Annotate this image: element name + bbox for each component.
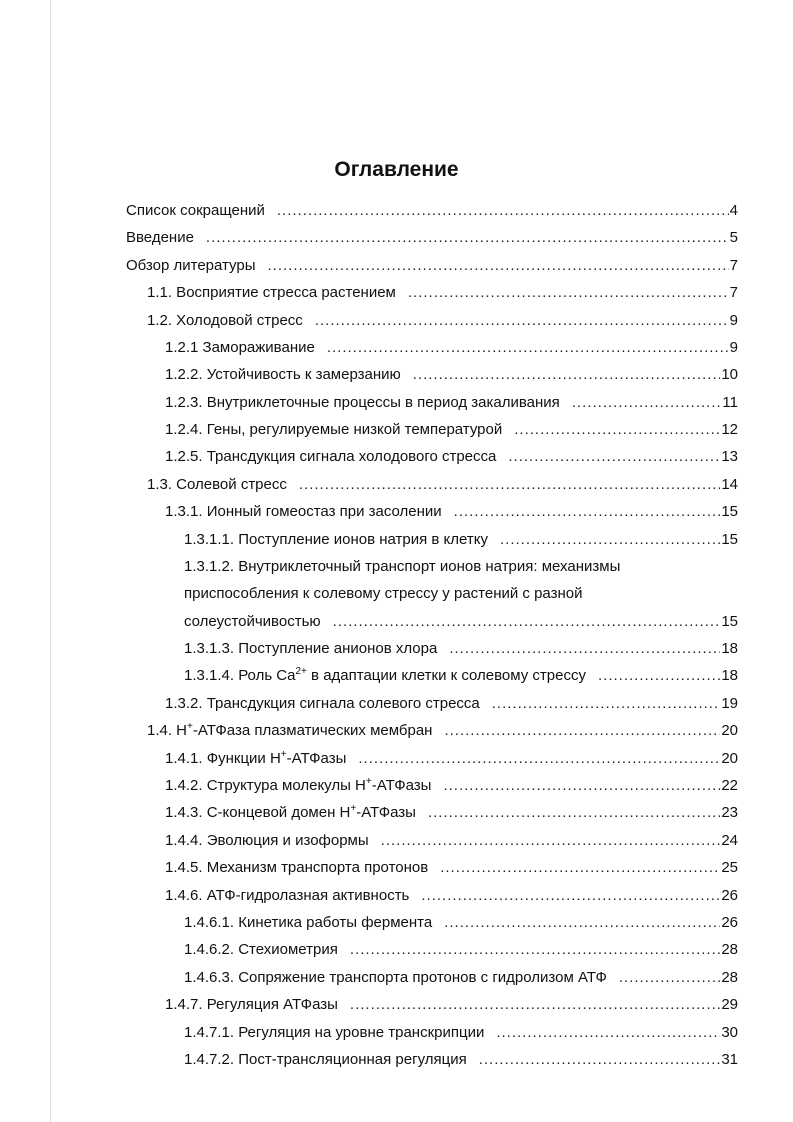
toc-entry-title: Обзор литературы bbox=[126, 257, 256, 274]
toc-page-number: 11 bbox=[722, 394, 738, 411]
toc-page-number: 20 bbox=[721, 722, 738, 739]
toc-entry-title: 1.4.6.2. Стехиометрия bbox=[184, 941, 338, 958]
toc-page-number: 12 bbox=[721, 421, 738, 438]
toc-page-number: 18 bbox=[721, 640, 738, 657]
toc-entry[interactable] bbox=[165, 693, 738, 715]
toc-page-number: 24 bbox=[721, 832, 738, 849]
toc-page-number: 18 bbox=[721, 667, 738, 684]
toc-entry[interactable] bbox=[147, 474, 738, 496]
toc-page-number: 26 bbox=[721, 887, 738, 904]
toc-page-number: 9 bbox=[729, 312, 738, 329]
toc-entry-title: солеустойчивостью bbox=[184, 613, 321, 630]
toc-page-number: 20 bbox=[721, 750, 738, 767]
toc-entry[interactable] bbox=[184, 611, 738, 633]
leader-dots bbox=[443, 775, 720, 797]
leader-dots bbox=[508, 446, 720, 468]
toc-entry-title: 1.3.2. Трансдукция сигнала солевого стресса bbox=[165, 695, 480, 712]
toc-page-number: 19 bbox=[721, 695, 738, 712]
toc-entry-title: 1.4.6.1. Кинетика работы фермента bbox=[184, 914, 433, 931]
page-title: Оглавление bbox=[334, 158, 459, 181]
toc-entry[interactable] bbox=[147, 720, 738, 742]
toc-entry-title: 1.4.7.1. Регуляция на уровне транскрипции bbox=[184, 1024, 485, 1041]
toc-entry-title: 1.2.5. Трансдукция сигнала холодового стресса bbox=[165, 448, 497, 465]
toc-entry-title: 1.3. Солевой стресс bbox=[147, 476, 287, 493]
toc-entry[interactable] bbox=[165, 830, 738, 852]
toc-page-number: 31 bbox=[721, 1051, 738, 1068]
toc-page-number: 25 bbox=[721, 859, 738, 876]
toc-page-number: 29 bbox=[721, 996, 738, 1013]
toc-entry-title: 1.4.3. С-концевой домен H+-АТФазы bbox=[165, 803, 416, 821]
leader-dots bbox=[428, 802, 720, 824]
leader-dots bbox=[440, 857, 720, 879]
toc-entry[interactable] bbox=[184, 638, 738, 660]
leader-dots bbox=[421, 885, 720, 907]
toc-entry[interactable] bbox=[165, 337, 738, 359]
leader-dots bbox=[444, 720, 720, 742]
toc-entry-title: 1.2.4. Гены, регулируемые низкой температурой bbox=[165, 421, 503, 438]
leader-dots bbox=[206, 227, 729, 249]
toc-entry-title: 1.3.1.3. Поступление анионов хлора bbox=[184, 640, 438, 657]
toc-entry-title: 1.4.6.3. Сопряжение транспорта протонов с гидролизом АТФ bbox=[184, 969, 607, 986]
toc-entry[interactable] bbox=[165, 885, 738, 907]
leader-dots bbox=[333, 611, 721, 633]
toc-entry-title: приспособления к солевому стрессу у растений с разной bbox=[184, 585, 583, 602]
toc-entry[interactable] bbox=[165, 857, 738, 879]
toc-page-number: 15 bbox=[721, 503, 738, 520]
leader-dots bbox=[327, 337, 729, 359]
toc-entry-title: 1.4.6. АТФ-гидролазная активность bbox=[165, 887, 410, 904]
toc-entry-title: 1.3.1.2. Внутриклеточный транспорт ионов натрия: механизмы bbox=[184, 558, 621, 575]
toc-page-number: 7 bbox=[729, 257, 738, 274]
toc-page-number: 15 bbox=[721, 531, 738, 548]
leader-dots bbox=[277, 200, 729, 222]
toc-page-number: 30 bbox=[721, 1024, 738, 1041]
toc-entry[interactable] bbox=[184, 1022, 738, 1044]
toc-entry-title: 1.4.7.2. Пост-трансляционная регуляция bbox=[184, 1051, 467, 1068]
leader-dots bbox=[492, 693, 721, 715]
leader-dots bbox=[299, 474, 720, 496]
toc-entry[interactable] bbox=[165, 419, 738, 441]
leader-dots bbox=[479, 1049, 721, 1071]
toc-entry-title: 1.1. Восприятие стресса растением bbox=[147, 284, 396, 301]
leader-dots bbox=[381, 830, 721, 852]
toc-entry[interactable] bbox=[126, 200, 738, 222]
toc-page-number: 13 bbox=[721, 448, 738, 465]
leader-dots bbox=[413, 364, 721, 386]
leader-dots bbox=[598, 665, 720, 687]
toc-entry[interactable] bbox=[165, 446, 738, 468]
toc-entry-title: Список сокращений bbox=[126, 202, 265, 219]
toc-entry-title: 1.4. H+-АТФаза плазматических мембран bbox=[147, 721, 433, 739]
leader-dots bbox=[268, 255, 729, 277]
toc-entry-title: 1.4.5. Механизм транспорта протонов bbox=[165, 859, 429, 876]
toc-entry[interactable] bbox=[184, 665, 738, 687]
toc-entry-line[interactable] bbox=[184, 583, 738, 605]
toc-entry[interactable] bbox=[126, 255, 738, 277]
leader-dots bbox=[514, 419, 720, 441]
toc-entry[interactable] bbox=[165, 364, 738, 386]
toc-entry[interactable] bbox=[165, 802, 738, 824]
toc-page-number: 4 bbox=[729, 202, 738, 219]
toc-entry-title: 1.4.2. Структура молекулы H+-АТФазы bbox=[165, 776, 432, 794]
toc-page-number: 28 bbox=[721, 969, 738, 986]
toc-entry-title: 1.4.4. Эволюция и изоформы bbox=[165, 832, 369, 849]
toc-entry[interactable] bbox=[184, 967, 738, 989]
toc-page-number: 28 bbox=[721, 941, 738, 958]
toc-entry-title: 1.2.1 Замораживание bbox=[165, 339, 315, 356]
toc-entry[interactable] bbox=[147, 282, 738, 304]
toc-entry[interactable] bbox=[165, 775, 738, 797]
toc-page-number: 9 bbox=[729, 339, 738, 356]
leader-dots bbox=[408, 282, 729, 304]
toc-entry-title: 1.2.3. Внутриклеточные процессы в период закаливания bbox=[165, 394, 560, 411]
toc-entry-title: 1.2.2. Устойчивость к замерзанию bbox=[165, 366, 401, 383]
toc-entry[interactable] bbox=[165, 392, 738, 414]
toc-entry[interactable] bbox=[126, 227, 738, 249]
toc-entry-title: Введение bbox=[126, 229, 194, 246]
toc-page-number: 15 bbox=[721, 613, 738, 630]
toc-entry[interactable] bbox=[184, 1049, 738, 1071]
leader-dots bbox=[619, 967, 720, 989]
toc-entry[interactable] bbox=[184, 939, 738, 961]
leader-dots bbox=[572, 392, 722, 414]
toc-page-number: 10 bbox=[721, 366, 738, 383]
toc-page-number: 7 bbox=[729, 284, 738, 301]
toc-entry-title: 1.3.1.1. Поступление ионов натрия в клетку bbox=[184, 531, 488, 548]
toc-entry[interactable] bbox=[165, 994, 738, 1016]
leader-dots bbox=[350, 939, 720, 961]
leader-dots bbox=[315, 310, 729, 332]
toc-entry[interactable] bbox=[184, 912, 738, 934]
toc-page-number: 14 bbox=[721, 476, 738, 493]
leader-dots bbox=[358, 748, 720, 770]
toc-entry-title: 1.4.1. Функции H+-АТФазы bbox=[165, 749, 347, 767]
toc-entry[interactable] bbox=[165, 748, 738, 770]
toc-entry-title: 1.3.1.4. Роль $Ca^{2+}$ в адаптации клетки к солевому стрессу bbox=[184, 666, 586, 684]
toc-entry-title: 1.2. Холодовой стресс bbox=[147, 312, 303, 329]
leader-dots bbox=[444, 912, 720, 934]
toc-page-number: 22 bbox=[721, 777, 738, 794]
leader-dots bbox=[496, 1022, 720, 1044]
toc-page-number: 23 bbox=[721, 804, 738, 821]
leader-dots bbox=[454, 501, 721, 523]
toc-page-number: 5 bbox=[729, 229, 738, 246]
toc-entry[interactable] bbox=[184, 529, 738, 551]
leader-dots bbox=[500, 529, 720, 551]
toc-entry[interactable] bbox=[147, 310, 738, 332]
toc-page-number: 26 bbox=[721, 914, 738, 931]
toc-entry-line[interactable] bbox=[184, 556, 738, 578]
leader-dots bbox=[449, 638, 720, 660]
toc-entry[interactable] bbox=[165, 501, 738, 523]
leader-dots bbox=[350, 994, 720, 1016]
toc-entry-title: 1.4.7. Регуляция АТФазы bbox=[165, 996, 338, 1013]
toc-entry-title: 1.3.1. Ионный гомеостаз при засолении bbox=[165, 503, 442, 520]
